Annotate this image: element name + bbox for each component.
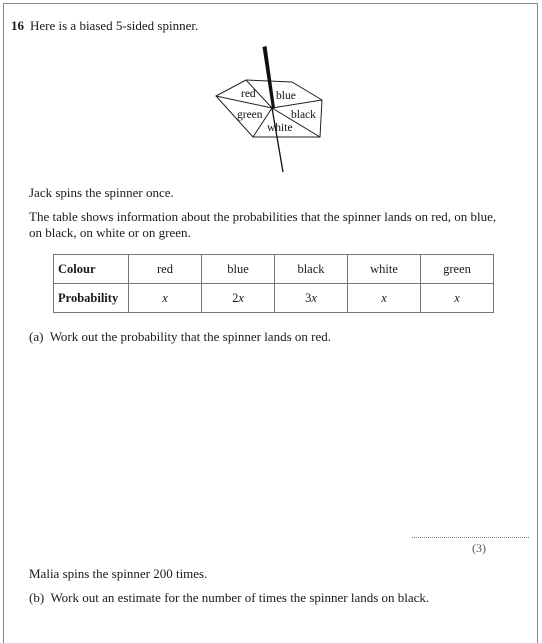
probability-cell: x bbox=[348, 284, 421, 313]
probability-cell bbox=[202, 284, 275, 313]
table-row bbox=[54, 255, 494, 284]
colour-cell: red bbox=[129, 255, 202, 284]
spin-once-text: Jack spins the spinner once. bbox=[29, 185, 174, 200]
answer-line[interactable] bbox=[412, 537, 529, 538]
spinner-diagram bbox=[212, 42, 332, 174]
question-number: 16 bbox=[11, 18, 24, 33]
spinner-label-red: red bbox=[241, 88, 256, 100]
marks-label: (3) bbox=[472, 541, 486, 555]
colour-cell: green bbox=[421, 255, 494, 284]
colour-cell: blue bbox=[202, 255, 275, 284]
spinner-label-black: black bbox=[291, 109, 316, 121]
probability-variable: x bbox=[311, 290, 317, 305]
probability-header: Probability bbox=[54, 284, 129, 313]
colour-cell: black bbox=[275, 255, 348, 284]
part-a-text: Work out the probability that the spinner lands on red. bbox=[49, 329, 331, 344]
spinner-label-blue: blue bbox=[276, 90, 296, 102]
probability-cell: x bbox=[421, 284, 494, 313]
probability-cell: x bbox=[129, 284, 202, 313]
question-intro: Here is a biased 5-sided spinner. bbox=[30, 18, 199, 33]
part-a-label: (a) bbox=[29, 329, 44, 344]
probability-coefficient: 3 bbox=[305, 290, 312, 305]
probability-cell bbox=[275, 284, 348, 313]
table-row bbox=[54, 284, 494, 313]
colour-cell: white bbox=[348, 255, 421, 284]
malia-text: Malia spins the spinner 200 times. bbox=[29, 566, 208, 581]
spinner-label-white: white bbox=[267, 122, 293, 134]
probability-coefficient: 2 bbox=[232, 290, 239, 305]
table-info-line2: on black, on white or on green. bbox=[29, 225, 191, 240]
spinner-label-green: green bbox=[237, 109, 263, 121]
probability-table bbox=[53, 254, 494, 313]
part-b-label: (b) bbox=[29, 590, 45, 605]
spinner-pointer-tail bbox=[272, 108, 283, 172]
part-a-question bbox=[29, 329, 331, 345]
part-b-text: Work out an estimate for the number of times the spinner lands on black. bbox=[50, 590, 430, 605]
probability-variable: x bbox=[238, 290, 244, 305]
part-b-question bbox=[29, 590, 429, 606]
table-info-text bbox=[29, 209, 499, 241]
colour-header: Colour bbox=[54, 255, 129, 284]
table-info-line1: The table shows information about the probabilities that the spinner lands on red, on blue, bbox=[29, 209, 497, 224]
